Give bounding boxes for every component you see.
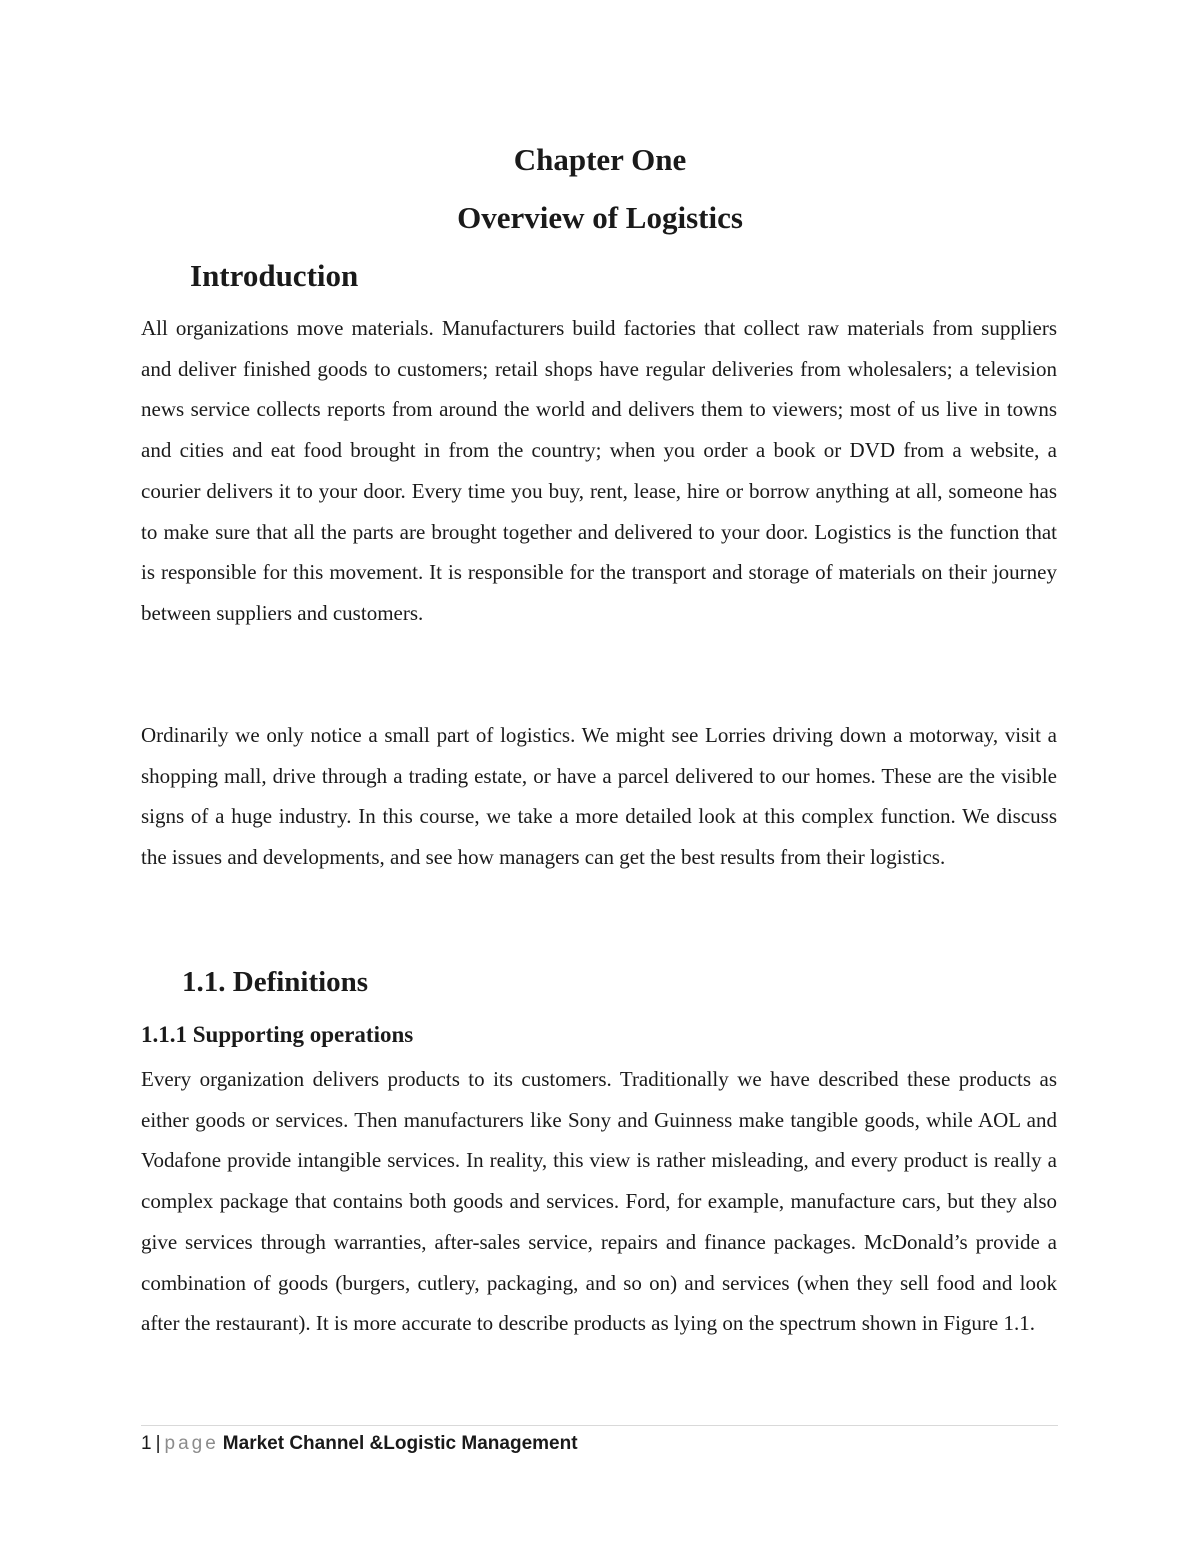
footer-page-number: 1 — [141, 1433, 152, 1454]
supporting-operations-heading: 1.1.1 Supporting operations — [141, 1022, 414, 1047]
page-footer — [141, 1430, 578, 1458]
footer-separator: | — [155, 1433, 161, 1454]
introduction-heading: Introduction — [190, 258, 359, 293]
chapter-title: Chapter One — [513, 142, 687, 177]
footer-divider — [141, 1425, 1058, 1426]
supporting-operations-paragraph: Every organization delivers products to its customers. Traditionally we have described these products as either goods or services. Then manufacturers like Sony and Guinness make tangible goods, while AOL and Vodafone provide intangible services. In reality, this view is rather misleading, and every product is really a complex package that contains both goods and services. Ford, for example, manufacture cars, but they also give services through warranties, after-sales service, repairs and finance packages. McDonald’s provide a combination of goods (burgers, cutlery, packaging, and so on) and services (when they sell food and look after the restaurant). It is more accurate to describe products as lying on the spectrum shown in Figure 1.1. — [141, 1067, 1057, 1336]
footer-document-title: Market Channel &Logistic Management — [222, 1433, 578, 1454]
definitions-heading: 1.1. Definitions — [182, 966, 369, 998]
footer-page-word: page — [164, 1433, 219, 1454]
intro-paragraph-1: All organizations move materials. Manufacturers build factories that collect raw materials from suppliers and deliver finished goods to customers; retail shops have regular deliveries from wholesalers; a television news service collects reports from around the world and delivers them to viewers; most of us live in towns and cities and eat food brought in from the country; when you order a book or DVD from a website, a courier delivers it to your door. Every time you buy, rent, lease, hire or borrow anything at all, someone has to make sure that all the parts are brought together and delivered to your door. Logistics is the function that is responsible for this movement. It is responsible for the transport and storage of materials on their journey between suppliers and customers. — [141, 316, 1057, 625]
intro-paragraph-2: Ordinarily we only notice a small part of logistics. We might see Lorries driving down a motorway, visit a shopping mall, drive through a trading estate, or have a parcel delivered to our homes. These are the visible signs of a huge industry. In this course, we take a more detailed look at this complex function. We discuss the issues and developments, and see how managers can get the best results from their logistics. — [141, 723, 1057, 870]
chapter-subtitle: Overview of Logistics — [457, 200, 743, 235]
